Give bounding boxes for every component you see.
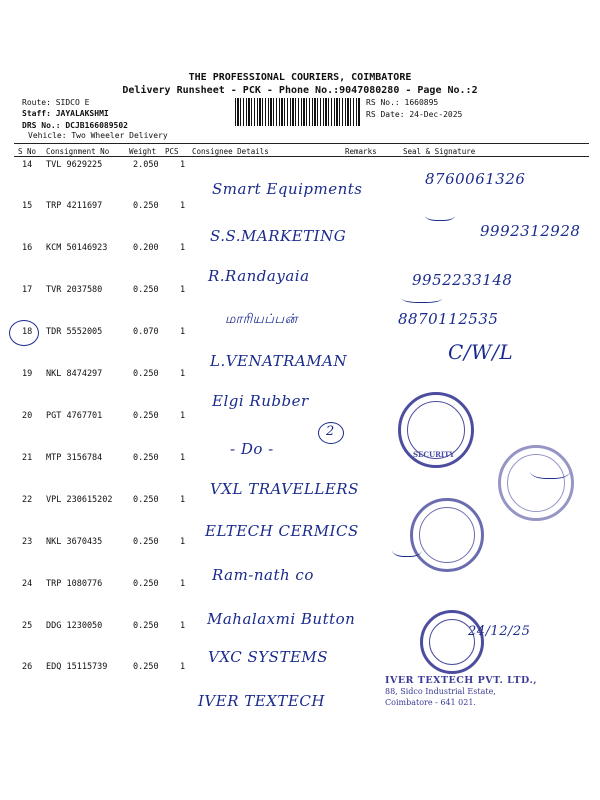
row-consignment: TVL 9629225 — [46, 160, 103, 170]
col-weight: Weight — [129, 147, 157, 156]
handwritten-consignee: VXL TRAVELLERS — [210, 480, 359, 498]
handwritten-remark: C/W/L — [448, 340, 514, 364]
row-pcs: 1 — [180, 369, 186, 379]
row-sno: 24 — [22, 579, 33, 589]
signature-scribble — [402, 292, 442, 303]
header-rule-top — [14, 143, 589, 144]
col-seal: Seal & Signature — [403, 147, 476, 156]
handwritten-phone: 8760061326 — [425, 170, 526, 188]
signature-scribble — [425, 208, 455, 221]
row-weight: 0.250 — [133, 495, 159, 505]
row-pcs: 1 — [180, 160, 186, 170]
row-sno: 22 — [22, 495, 33, 505]
row-pcs: 1 — [180, 579, 186, 589]
col-consignment: Consignment No — [46, 147, 110, 156]
row-consignment: KCM 50146923 — [46, 243, 108, 253]
handwritten-consignee: R.Randayaia — [208, 267, 310, 285]
handwritten-consignee: Smart Equipments — [212, 180, 363, 198]
round-seal-stamp — [410, 498, 484, 572]
circled-number — [318, 422, 344, 444]
row-consignment: TRP 4211697 — [46, 201, 103, 211]
row-weight: 2.050 — [133, 160, 159, 170]
col-remarks: Remarks — [345, 147, 377, 156]
handwritten-consignee: ELTECH CERMICS — [205, 522, 359, 540]
row-consignment: VPL 230615202 — [46, 495, 113, 505]
handwritten-consignee: S.S.MARKETING — [210, 227, 347, 245]
row-consignment: DDG 1230050 — [46, 621, 103, 631]
row-pcs: 1 — [180, 453, 186, 463]
row-pcs: 1 — [180, 243, 186, 253]
handwritten-consignee: IVER TEXTECH — [198, 692, 325, 710]
round-seal-stamp — [498, 445, 574, 521]
row-consignment: TRP 1080776 — [46, 579, 103, 589]
table-row — [0, 201, 600, 221]
row-pcs: 1 — [180, 201, 186, 211]
row-sno: 18 — [22, 327, 33, 337]
row-sno: 17 — [22, 285, 33, 295]
row-consignment: NKL 3670435 — [46, 537, 103, 547]
row-pcs: 1 — [180, 495, 186, 505]
handwritten-consignee: VXC SYSTEMS — [208, 648, 329, 666]
row-consignment: TVR 2037580 — [46, 285, 103, 295]
row-consignment: EDQ 15115739 — [46, 662, 108, 672]
handwritten-phone: 9952233148 — [412, 271, 513, 289]
row-weight: 0.250 — [133, 201, 159, 211]
round-seal-stamp — [398, 392, 474, 468]
row-pcs: 1 — [180, 537, 186, 547]
row-weight: 0.250 — [133, 662, 159, 672]
row-consignment: MTP 3156784 — [46, 453, 103, 463]
handwritten-consignee: Mahalaxmi Button — [207, 610, 356, 628]
row-pcs: 1 — [180, 285, 186, 295]
row-weight: 0.200 — [133, 243, 159, 253]
row-sno: 19 — [22, 369, 33, 379]
table-row — [0, 369, 600, 389]
circled-number-text: 2 — [326, 424, 335, 439]
col-consignee: Consignee Details — [192, 147, 269, 156]
handwritten-phone: 9992312928 — [480, 222, 581, 240]
row-weight: 0.250 — [133, 537, 159, 547]
row-sno: 20 — [22, 411, 33, 421]
drs-number: DRS No.: DCJB166089502 — [22, 121, 128, 130]
handwritten-date: 24/12/25 — [468, 624, 531, 639]
col-pcs: PCS — [165, 147, 179, 156]
handwritten-consignee: - Do - — [230, 440, 274, 458]
staff-label: Staff: JAYALAKSHMI — [22, 109, 109, 118]
vehicle-label: Vehicle: Two Wheeler Delivery — [28, 131, 168, 140]
seal-text: SECURITY — [413, 450, 455, 459]
table-row — [0, 411, 600, 431]
route-label: Route: SIDCO E — [22, 98, 90, 107]
row-weight: 0.250 — [133, 453, 159, 463]
barcode — [235, 98, 361, 126]
header-rule-bottom — [14, 156, 589, 157]
row-sno: 14 — [22, 160, 33, 170]
company-stamp-address: 88, Sidco Industrial Estate, — [385, 687, 496, 696]
table-row — [0, 243, 600, 263]
row-weight: 0.250 — [133, 369, 159, 379]
row-sno: 16 — [22, 243, 33, 253]
row-sno: 15 — [22, 201, 33, 211]
row-consignment: PGT 4767701 — [46, 411, 103, 421]
row-weight: 0.250 — [133, 579, 159, 589]
col-sno: S No — [18, 147, 37, 156]
row-weight: 0.250 — [133, 285, 159, 295]
company-stamp — [385, 675, 537, 708]
row-weight: 0.250 — [133, 621, 159, 631]
handwritten-consignee: மாரியப்பன் — [225, 312, 298, 327]
handwritten-consignee: Elgi Rubber — [212, 392, 309, 410]
row-consignment: TDR 5552005 — [46, 327, 103, 337]
handwritten-phone: 8870112535 — [398, 310, 499, 328]
document-subtitle: Delivery Runsheet - PCK - Phone No.:9047080280 - Page No.:2 — [122, 85, 478, 96]
round-seal-stamp — [420, 610, 484, 674]
rs-number: RS No.: 1660895 — [366, 98, 439, 107]
row-weight: 0.070 — [133, 327, 159, 337]
row-sno: 25 — [22, 621, 33, 631]
table-row — [0, 537, 600, 557]
handwritten-consignee: L.VENATRAMAN — [210, 352, 348, 370]
row-sno: 26 — [22, 662, 33, 672]
row-consignment: NKL 8474297 — [46, 369, 103, 379]
company-stamp-name: IVER TEXTECH PVT. LTD., — [385, 675, 538, 686]
row-sno: 23 — [22, 537, 33, 547]
company-stamp-city: Coimbatore - 641 021. — [385, 698, 476, 707]
row-weight: 0.250 — [133, 411, 159, 421]
document-title: THE PROFESSIONAL COURIERS, COIMBATORE — [188, 72, 412, 83]
row-sno: 21 — [22, 453, 33, 463]
circled-row-mark — [9, 320, 39, 346]
handwritten-consignee: Ram-nath co — [212, 566, 314, 584]
row-pcs: 1 — [180, 662, 186, 672]
rs-date: RS Date: 24-Dec-2025 — [366, 110, 463, 119]
row-pcs: 1 — [180, 327, 186, 337]
row-pcs: 1 — [180, 411, 186, 421]
row-pcs: 1 — [180, 621, 186, 631]
